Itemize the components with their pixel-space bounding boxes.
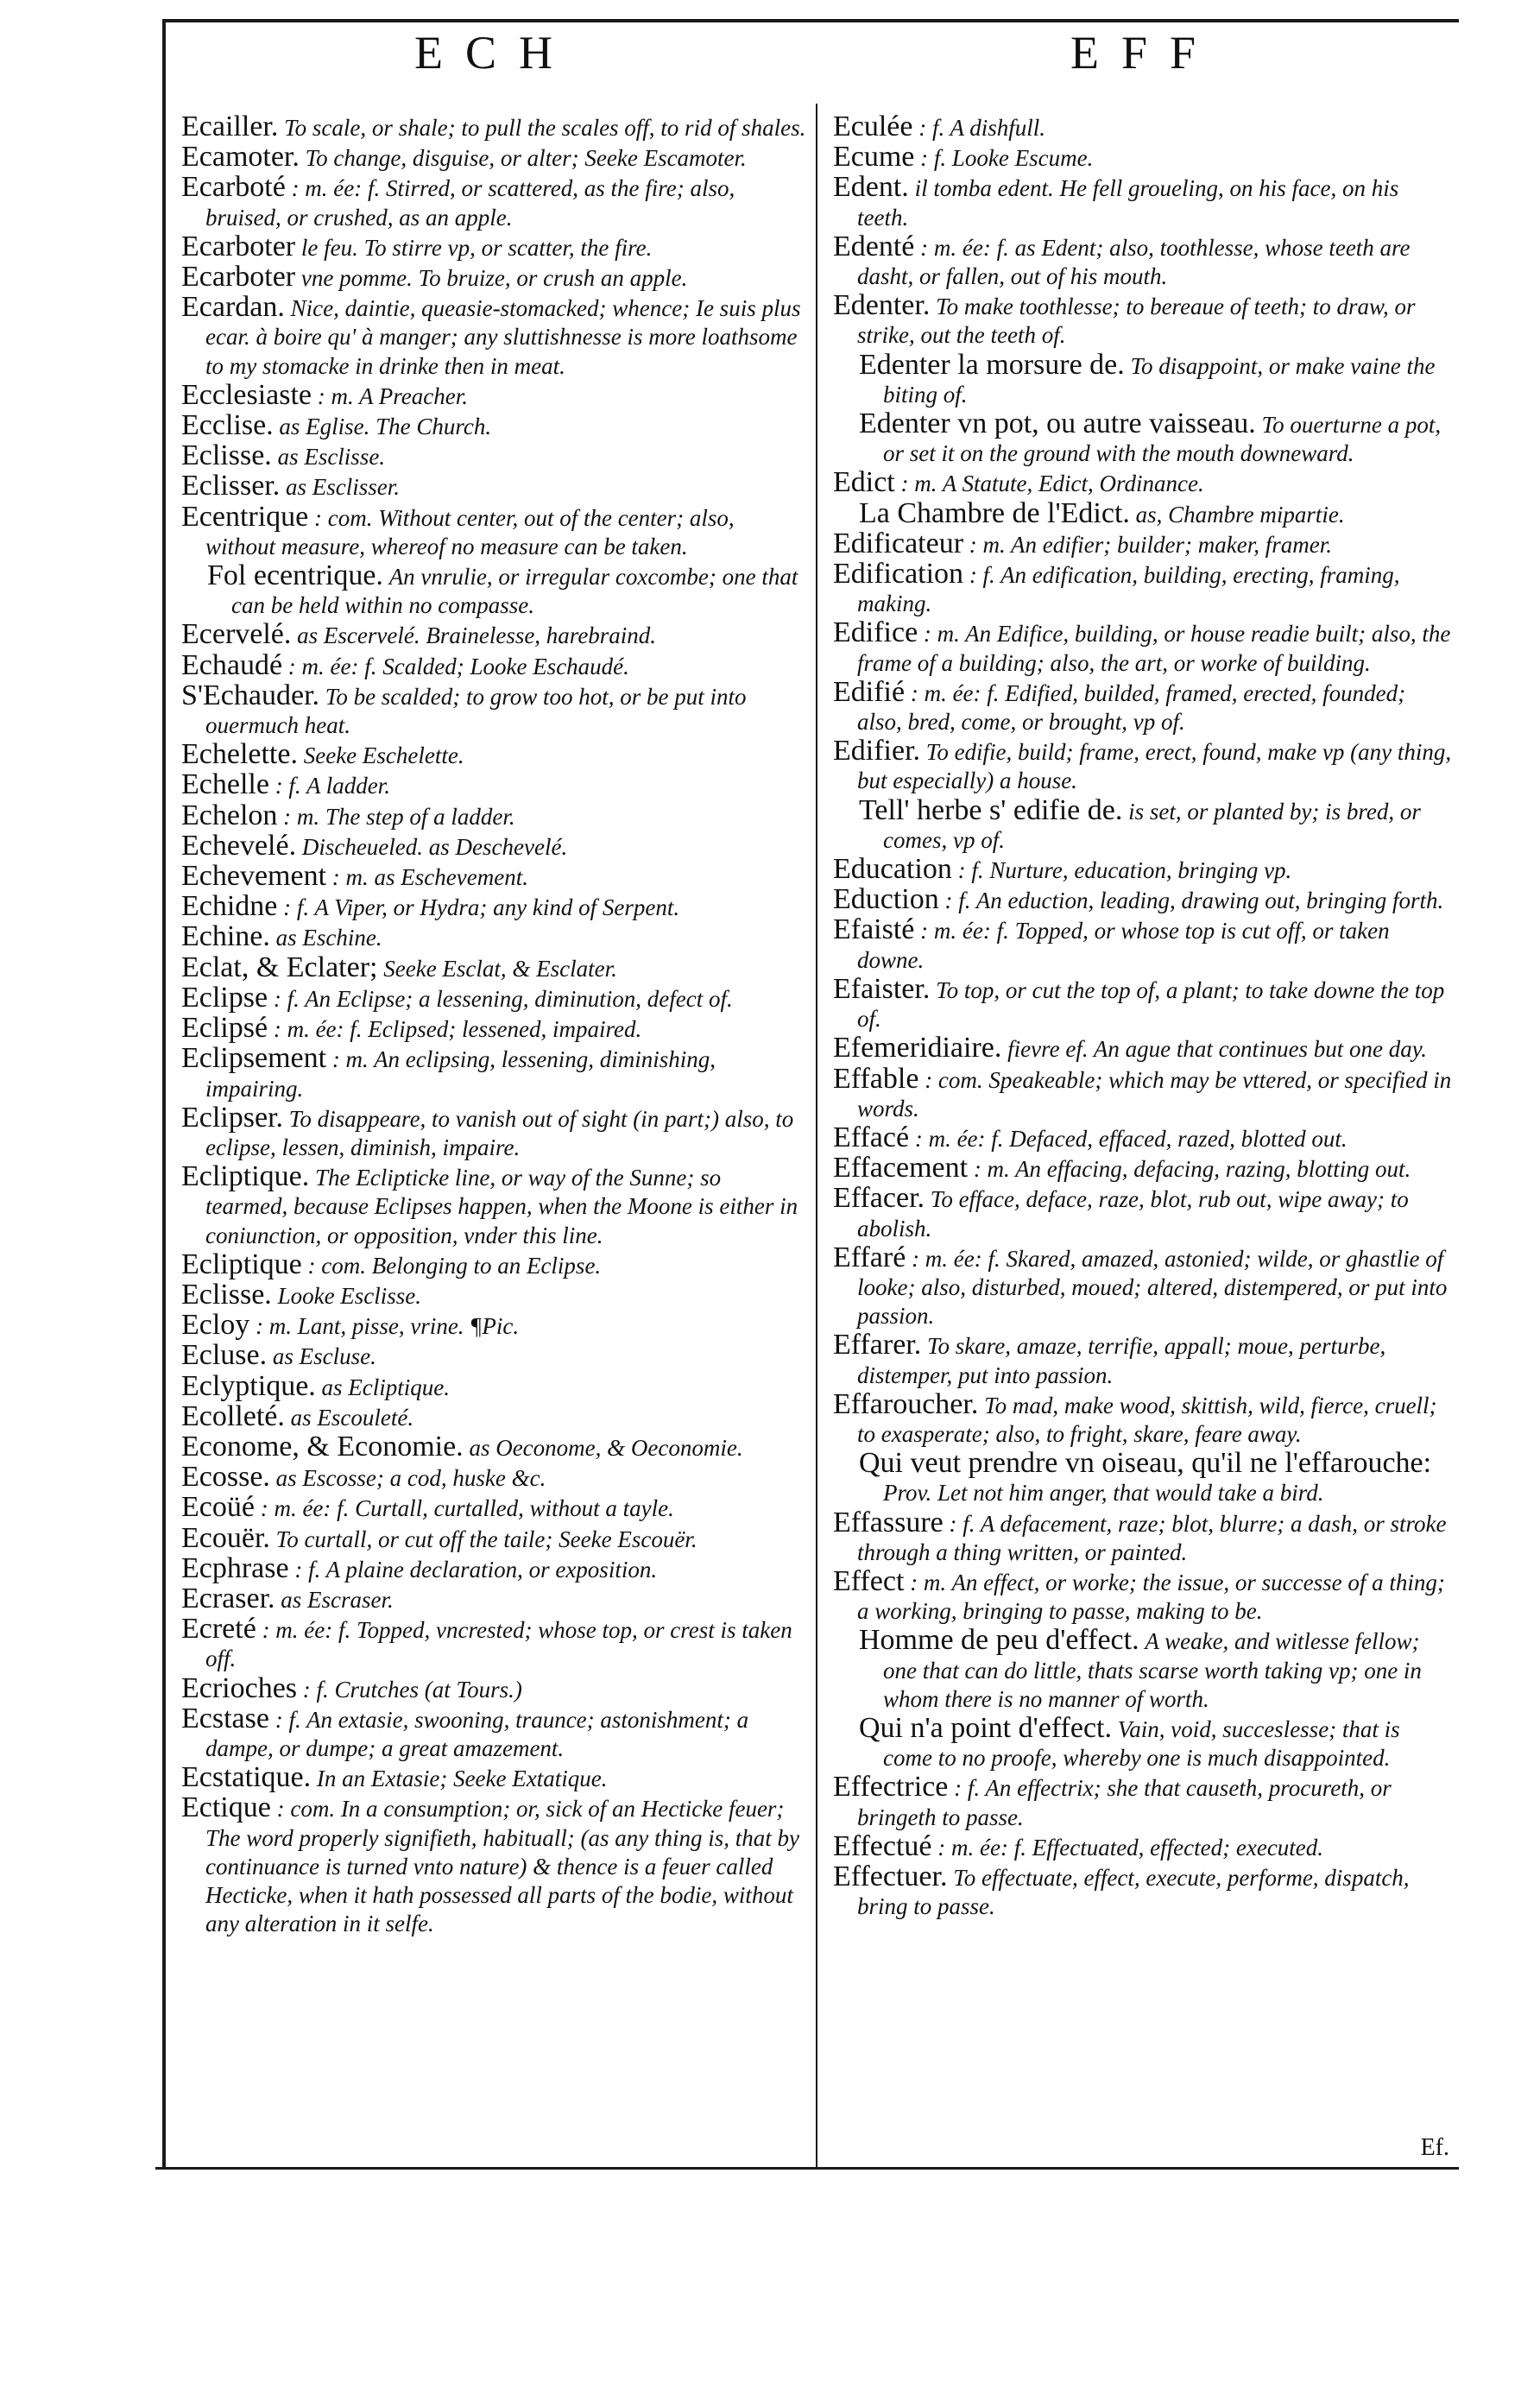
entry-definition: : f. A defacement, raze; blot, blurre; a dash, or stroke through a thing written, or painted.: [857, 1510, 1447, 1565]
entry-headword: Eclisse.: [181, 439, 272, 472]
entry-definition: : com. Without center, out of the center; also, without measure, whereof no measure can be taken.: [205, 504, 735, 559]
entry-headword: Ectique: [181, 1791, 271, 1824]
dictionary-entry: [181, 1103, 807, 1162]
entry-headword: Effectué: [833, 1829, 932, 1862]
dictionary-entry: [859, 1626, 1455, 1714]
dictionary-entry: [833, 529, 1455, 559]
entry-definition: as, Chambre mipartie.: [1135, 501, 1345, 528]
dictionary-entry: [181, 441, 807, 471]
entry-headword: Ecamoter.: [181, 141, 300, 174]
dictionary-entry: [181, 1584, 807, 1614]
dictionary-entry: [833, 972, 1455, 1033]
entry-definition: : m. ée: f. Defaced, effaced, razed, blotted out.: [914, 1125, 1348, 1152]
entry-headword: Eclipsé: [181, 1012, 268, 1045]
entry-definition: To disappeare, to vanish out of sight (in part;) also, to eclipse, lessen, diminish, impaire.: [205, 1105, 794, 1160]
dictionary-entry: [181, 173, 807, 231]
entry-headword: Echaudé: [181, 648, 283, 681]
entry-definition: : m. ée: f. Topped, vncrested; whose top, or crest is taken off.: [205, 1617, 792, 1672]
entry-headword: Ecarboté: [181, 171, 286, 204]
dictionary-entry: [833, 1123, 1455, 1153]
dictionary-entry: [207, 561, 807, 620]
entry-headword: Qui veut prendre vn oiseau, qu'il ne l'effarouche:: [859, 1447, 1432, 1480]
entry-definition: : m. ée: f. Curtall, curtalled, without a tayle.: [260, 1495, 674, 1522]
entry-definition: vne pomme. To bruize, or crush an apple.: [300, 265, 688, 292]
dictionary-entry: [181, 1280, 807, 1311]
entry-definition: Prov. Let not him anger, that would take a bird.: [883, 1480, 1324, 1507]
dictionary-entry: [833, 618, 1455, 677]
entry-definition: is set, or planted by; is bred, or comes, vp of.: [883, 798, 1421, 853]
dictionary-entry: [833, 1243, 1455, 1331]
dictionary-entry: [833, 1033, 1455, 1064]
entry-headword: Eduction: [833, 883, 939, 916]
entry-headword: Fol ecentrique.: [207, 559, 383, 592]
right-column: [833, 112, 1455, 1921]
catchword: Ef.: [1420, 2134, 1449, 2161]
entry-headword: Ecolleté.: [181, 1399, 285, 1432]
dictionary-entry: [181, 1341, 807, 1371]
dictionary-entry: [181, 112, 807, 142]
entry-headword: Ecentrique: [181, 500, 309, 533]
dictionary-entry: [181, 471, 807, 502]
dictionary-entry: [181, 831, 807, 862]
entry-definition: To ouerturne a pot, or set it on the ground with the mouth downeward.: [883, 412, 1442, 467]
entry-headword: Effectuer.: [833, 1860, 948, 1892]
dictionary-entry: [181, 801, 807, 831]
entry-headword: Edent.: [833, 171, 909, 204]
entry-headword: Echelon: [181, 799, 278, 831]
entry-headword: Eclyptique.: [181, 1369, 316, 1402]
entry-definition: A weake, and witlesse fellow; one that can do little, thats scarse worth taking vp; one in whom there is no manner of worth.: [883, 1628, 1422, 1712]
entry-definition: : m. Lant, pisse, vrine. ¶Pic.: [256, 1313, 520, 1340]
entry-headword: Ecraser.: [181, 1582, 275, 1614]
entry-definition: : m. ée: f. Edified, builded, framed, erected, founded; also, bred, come, or brought, vp of.: [857, 679, 1406, 736]
entry-headword: Ecstase: [181, 1702, 269, 1734]
entry-definition: Vain, void, succeslesse; that is come to no proofe, whereby one is much disappointed.: [883, 1715, 1400, 1772]
entry-definition: : m. ée: f. Skared, amazed, astonied; wilde, or ghastlie of looke; also, disturbed, moued; altered, distempered, or put into passion.: [857, 1245, 1448, 1330]
dictionary-entry: [181, 620, 807, 650]
left-rule: [162, 19, 166, 2169]
entry-headword: Ecailler.: [181, 111, 279, 142]
entry-headword: Echidne: [181, 890, 278, 923]
dictionary-entry: [181, 1551, 807, 1584]
dictionary-entry: [833, 112, 1455, 142]
entry-definition: Seeke Eschelette.: [303, 742, 464, 769]
dictionary-entry: [181, 232, 807, 262]
entry-headword: Edification: [833, 558, 964, 591]
entry-headword: Edenter.: [833, 289, 931, 322]
entry-definition: : f. Nurture, education, bringing vp.: [957, 857, 1292, 884]
entry-definition: as Escouleté.: [290, 1404, 414, 1431]
dictionary-entry: [181, 1704, 807, 1763]
entry-headword: Edenter la morsure de.: [859, 348, 1125, 381]
entry-headword: Efaister.: [833, 972, 931, 1005]
entry-headword: Edificateur: [833, 527, 964, 559]
entry-definition: To efface, deface, raze, blot, rub out, wipe away; to abolish.: [857, 1186, 1409, 1241]
entry-headword: Efemeridiaire.: [833, 1032, 1002, 1065]
entry-definition: as Esclisse.: [277, 444, 386, 471]
entry-definition: as Eglise. The Church.: [279, 414, 492, 440]
dictionary-entry: [181, 262, 807, 293]
entry-definition: To skare, amaze, terrifie, appall; moue, perturbe, distemper, put into passion.: [857, 1333, 1386, 1388]
entry-definition: : com. In a consumption; or, sick of an Hecticke feuer; The word properly signifieth, habituall; (as any thing is, that by continuance is turned vnto nature) & thence is a feuer called Hecticke, when it hath possessed all parts of the bodie, without any alteration in it selfe.: [205, 1796, 799, 1937]
dictionary-entry: [181, 1493, 807, 1523]
entry-definition: : f. Looke Escume.: [920, 145, 1094, 172]
entry-definition: In an Extasie; Seeke Extatique.: [316, 1766, 608, 1792]
entry-headword: Effect: [833, 1564, 905, 1597]
dictionary-entry: [181, 1311, 807, 1341]
dictionary-entry: [181, 1614, 807, 1673]
entry-definition: le feu. To stirre vp, or scatter, the fire.: [300, 234, 653, 261]
entry-headword: Edifié: [833, 675, 906, 708]
entry-definition: : m. The step of a ladder.: [283, 803, 515, 830]
entry-headword: Qui n'a point d'effect.: [859, 1711, 1112, 1744]
entry-definition: : f. A Viper, or Hydra; any kind of Serpent.: [283, 894, 680, 921]
entry-definition: : com. Speakeable; which may be vttered, or specified in words.: [857, 1066, 1452, 1121]
dictionary-entry: [833, 1330, 1455, 1389]
header-right: EFF: [1070, 27, 1219, 79]
entry-definition: An vnrulie, or irregular coxcombe; one that can be held within no compasse.: [231, 564, 798, 619]
entry-headword: Edenter vn pot, ou autre vaisseau.: [859, 407, 1256, 440]
dictionary-entry: [181, 293, 807, 381]
entry-headword: Education: [833, 853, 952, 886]
entry-definition: To change, disguise, or alter; Seeke Escamoter.: [305, 145, 747, 172]
entry-definition: fievre ef. An ague that continues but one day.: [1007, 1036, 1428, 1063]
dictionary-entry: [833, 1564, 1455, 1626]
dictionary-entry: [833, 559, 1455, 618]
dictionary-entry: [181, 1250, 807, 1280]
entry-headword: Efaisté: [833, 913, 915, 946]
entry-headword: Ecosse.: [181, 1461, 270, 1494]
entry-definition: : f. An extasie, swooning, traunce; astonishment; a dampe, or dumpe; a great amazement.: [205, 1706, 749, 1761]
entry-definition: as Escraser.: [281, 1586, 394, 1613]
dictionary-entry: [181, 953, 807, 983]
entry-definition: : m. ée: f. Topped, or whose top is cut off, or taken downe.: [857, 918, 1390, 973]
dictionary-entry: [181, 648, 807, 681]
entry-definition: : f. A plaine declaration, or exposition.: [294, 1556, 658, 1583]
entry-headword: Edenté: [833, 230, 915, 262]
entry-headword: Ecervelé.: [181, 618, 292, 651]
entry-definition: To scale, or shale; to pull the scales off, to rid of shales.: [284, 115, 806, 141]
dictionary-entry: [181, 681, 807, 740]
entry-headword: Ecliptique: [181, 1248, 302, 1280]
left-column: [181, 112, 807, 1938]
entry-definition: To disappoint, or make vaine the biting of.: [883, 352, 1436, 407]
entry-headword: Ecarboter: [181, 230, 296, 262]
entry-definition: as Eschine.: [275, 925, 382, 951]
entry-definition: To top, or cut the top of, a plant; to take downe the top of.: [857, 976, 1445, 1033]
bottom-rule: [155, 2167, 1459, 2170]
entry-headword: Echevelé.: [181, 829, 297, 862]
entry-headword: La Chambre de l'Edict.: [859, 496, 1130, 529]
entry-definition: : m. An eclipsing, lessening, diminishing, impairing.: [205, 1046, 716, 1102]
entry-headword: Effarer.: [833, 1329, 922, 1361]
entry-definition: as Escosse; a cod, huske &c.: [275, 1465, 546, 1492]
entry-headword: Echine.: [181, 920, 270, 953]
entry-headword: Effacement: [833, 1152, 969, 1185]
header-left: ECH: [414, 27, 575, 79]
dictionary-entry: [181, 1432, 807, 1463]
entry-definition: To edifie, build; frame, erect, found, make vp (any thing, but especially) a house.: [857, 739, 1452, 794]
dictionary-entry: [181, 892, 807, 922]
entry-headword: Echelle: [181, 768, 269, 801]
dictionary-entry: [181, 1521, 807, 1554]
dictionary-entry: [181, 1793, 807, 1938]
entry-definition: : m. ée: f. Scalded; Looke Eschaudé.: [287, 653, 629, 679]
dictionary-entry: [859, 1449, 1455, 1507]
entry-definition: : m. as Eschevement.: [331, 864, 528, 891]
dictionary-entry: [181, 1399, 807, 1432]
dictionary-entry: [833, 1153, 1455, 1184]
dictionary-entry: [181, 922, 807, 952]
entry-headword: Echevement: [181, 860, 327, 893]
dictionary-entry: [833, 1829, 1455, 1862]
entry-headword: Effaroucher.: [833, 1387, 979, 1420]
dictionary-entry: [181, 1463, 807, 1493]
dictionary-entry: [181, 411, 807, 441]
entry-headword: Ecphrase: [181, 1551, 289, 1584]
entry-headword: Effacer.: [833, 1182, 925, 1215]
dictionary-entry: [833, 736, 1455, 795]
entry-headword: Effaré: [833, 1241, 906, 1273]
entry-headword: Edifier.: [833, 735, 921, 768]
entry-definition: The Eclipticke line, or way of the Sunne; so tearmed, because Eclipses happen, when the Moone is either in coniunction, or opposition, vnder this line.: [205, 1165, 798, 1248]
entry-definition: Discheueled. as Deschevelé.: [301, 833, 568, 860]
dictionary-entry: [833, 1508, 1455, 1567]
dictionary-entry: [833, 1184, 1455, 1242]
dictionary-entry: [833, 1862, 1455, 1921]
entry-definition: : com. Belonging to an Eclipse.: [307, 1252, 602, 1279]
entry-headword: Edict: [833, 466, 895, 499]
entry-headword: Edifice: [833, 616, 918, 649]
entry-headword: Eclipsement: [181, 1042, 327, 1075]
entry-headword: Ecclesiaste: [181, 378, 312, 411]
entry-headword: Ecardan.: [181, 291, 285, 324]
entry-headword: Ecreté: [181, 1613, 256, 1646]
entry-definition: il tomba edent. He fell groueling, on his face, on his teeth.: [857, 175, 1399, 231]
dictionary-entry: [833, 885, 1455, 915]
entry-headword: Effable: [833, 1062, 919, 1095]
dictionary-entry: [181, 378, 807, 411]
dictionary-entry: [181, 1162, 807, 1250]
dictionary-entry: [859, 793, 1455, 855]
dictionary-entry: [859, 409, 1455, 468]
dictionary-entry: [181, 740, 807, 770]
entry-definition: : m. An edifier; builder; maker, framer.: [969, 531, 1332, 558]
entry-definition: To be scalded; to grow too hot, or be put into ouermuch heat.: [205, 683, 747, 739]
dictionary-entry: [833, 1772, 1455, 1831]
entry-headword: Ecarboter: [181, 261, 296, 294]
dictionary-entry: [859, 496, 1455, 529]
dictionary-entry: [181, 1014, 807, 1044]
entry-headword: S'Echauder.: [181, 679, 320, 711]
entry-definition: : f. An edification, building, erecting, framing, making.: [857, 562, 1400, 617]
entry-headword: Ecouër.: [181, 1521, 270, 1554]
entry-definition: as Esclisser.: [286, 474, 401, 501]
entry-headword: Eclipser.: [181, 1101, 284, 1134]
entry-headword: Effacé: [833, 1121, 910, 1153]
dictionary-entry: [833, 915, 1455, 974]
entry-headword: Eclipse: [181, 981, 268, 1014]
entry-headword: Echelette.: [181, 738, 298, 771]
entry-definition: : f. Crutches (at Tours.): [302, 1676, 522, 1703]
entry-definition: as Ecliptique.: [321, 1374, 451, 1400]
entry-definition: : f. An Eclipse; a lessening, diminution, defect of.: [273, 985, 733, 1012]
entry-definition: : f. A ladder.: [275, 773, 390, 799]
dictionary-entry: [833, 291, 1455, 350]
entry-headword: Ecstatique.: [181, 1761, 312, 1794]
entry-definition: Nice, daintie, queasie-stomacked; whence; Ie suis plus ecar. à boire qu' à manger; any sluttishnesse is more loathsome to my stomacke in drinke then in meat.: [205, 295, 801, 379]
entry-headword: Eclisser.: [181, 470, 281, 502]
entry-definition: : m. A Statute, Edict, Ordinance.: [900, 471, 1204, 497]
dictionary-entry: [833, 1387, 1455, 1449]
entry-definition: : f. A dishfull.: [918, 115, 1046, 141]
entry-definition: : m. ée: f. Eclipsed; lessened, impaired.: [273, 1016, 642, 1043]
entry-definition: To effectuate, effect, execute, performe, dispatch, bring to passe.: [857, 1864, 1410, 1920]
dictionary-entry: [181, 142, 807, 173]
dictionary-entry: [181, 770, 807, 800]
entry-headword: Ecliptique.: [181, 1160, 310, 1193]
center-rule: [816, 104, 817, 2167]
top-rule: [164, 19, 1459, 22]
dictionary-entry: [833, 232, 1455, 291]
entry-headword: Ecrioches: [181, 1671, 298, 1704]
entry-definition: : m. ée: f. Stirred, or scattered, as the fire; also, bruised, or crushed, as an apple.: [205, 175, 735, 231]
entry-headword: Ecluse.: [181, 1339, 268, 1372]
dictionary-entry: [181, 1671, 807, 1704]
dictionary-entry: [833, 173, 1455, 231]
dictionary-entry: [181, 1044, 807, 1102]
entry-definition: : m. An effacing, defacing, razing, blotting out.: [973, 1156, 1411, 1183]
entry-definition: as Escervelé. Brainelesse, harebraind.: [297, 622, 657, 649]
dictionary-entry: [833, 142, 1455, 173]
entry-definition: : m. ée: f. as Edent; also, toothlesse, whose teeth are dasht, or fallen, out of his mouth.: [857, 234, 1411, 290]
entry-definition: Looke Esclisse.: [277, 1282, 422, 1309]
entry-definition: as Oeconome, & Oeconomie.: [469, 1434, 743, 1461]
dictionary-entry: [181, 1369, 807, 1402]
dictionary-entry: [859, 1711, 1455, 1772]
entry-headword: Ecume: [833, 141, 915, 174]
entry-definition: : m. ée: f. Effectuated, effected; executed.: [937, 1834, 1324, 1861]
entry-definition: : m. An effect, or worke; the issue, or successe of a thing; a working, bringing to passe, making to be.: [857, 1569, 1445, 1625]
entry-definition: Seeke Esclat, & Esclater.: [383, 955, 617, 982]
dictionary-entry: [859, 348, 1455, 409]
dictionary-entry: [833, 1062, 1455, 1123]
dictionary-entry: [181, 862, 807, 892]
entry-definition: To mad, make wood, skittish, wild, fierce, cruell; to exasperate; also, to fright, skare, feare away.: [857, 1392, 1437, 1447]
entry-definition: To curtall, or cut off the taile; Seeke Escouër.: [275, 1526, 697, 1552]
entry-headword: Ecloy: [181, 1309, 250, 1342]
entry-definition: : f. An effectrix; she that causeth, procureth, or bringeth to passe.: [857, 1775, 1392, 1830]
entry-headword: Ecoüé: [181, 1491, 255, 1524]
entry-definition: as Escluse.: [272, 1343, 376, 1370]
entry-headword: Eclat, & Eclater;: [181, 951, 378, 983]
dictionary-entry: [833, 855, 1455, 885]
dictionary-entry: [833, 468, 1455, 498]
entry-headword: Eculée: [833, 111, 913, 142]
entry-headword: Ecclise.: [181, 409, 274, 442]
entry-definition: : m. An Edifice, building, or house readie built; also, the frame of a building; also, the art, or worke of building.: [857, 621, 1451, 676]
dictionary-entry: [181, 983, 807, 1014]
dictionary-entry: [181, 1763, 807, 1793]
entry-definition: : f. An eduction, leading, drawing out, bringing forth.: [944, 888, 1444, 914]
entry-headword: Tell' herbe s' edifie de.: [859, 793, 1123, 826]
entry-headword: Eclisse.: [181, 1278, 272, 1311]
entry-headword: Effassure: [833, 1506, 944, 1538]
dictionary-entry: [833, 675, 1455, 736]
entry-headword: Effectrice: [833, 1771, 949, 1804]
entry-headword: Econome, & Economie.: [181, 1430, 464, 1463]
entry-headword: Homme de peu d'effect.: [859, 1624, 1139, 1657]
entry-definition: To make toothlesse; to bereaue of teeth; to draw, or strike, out the teeth of.: [857, 294, 1416, 349]
dictionary-entry: [181, 502, 807, 561]
entry-definition: : m. A Preacher.: [317, 382, 469, 409]
